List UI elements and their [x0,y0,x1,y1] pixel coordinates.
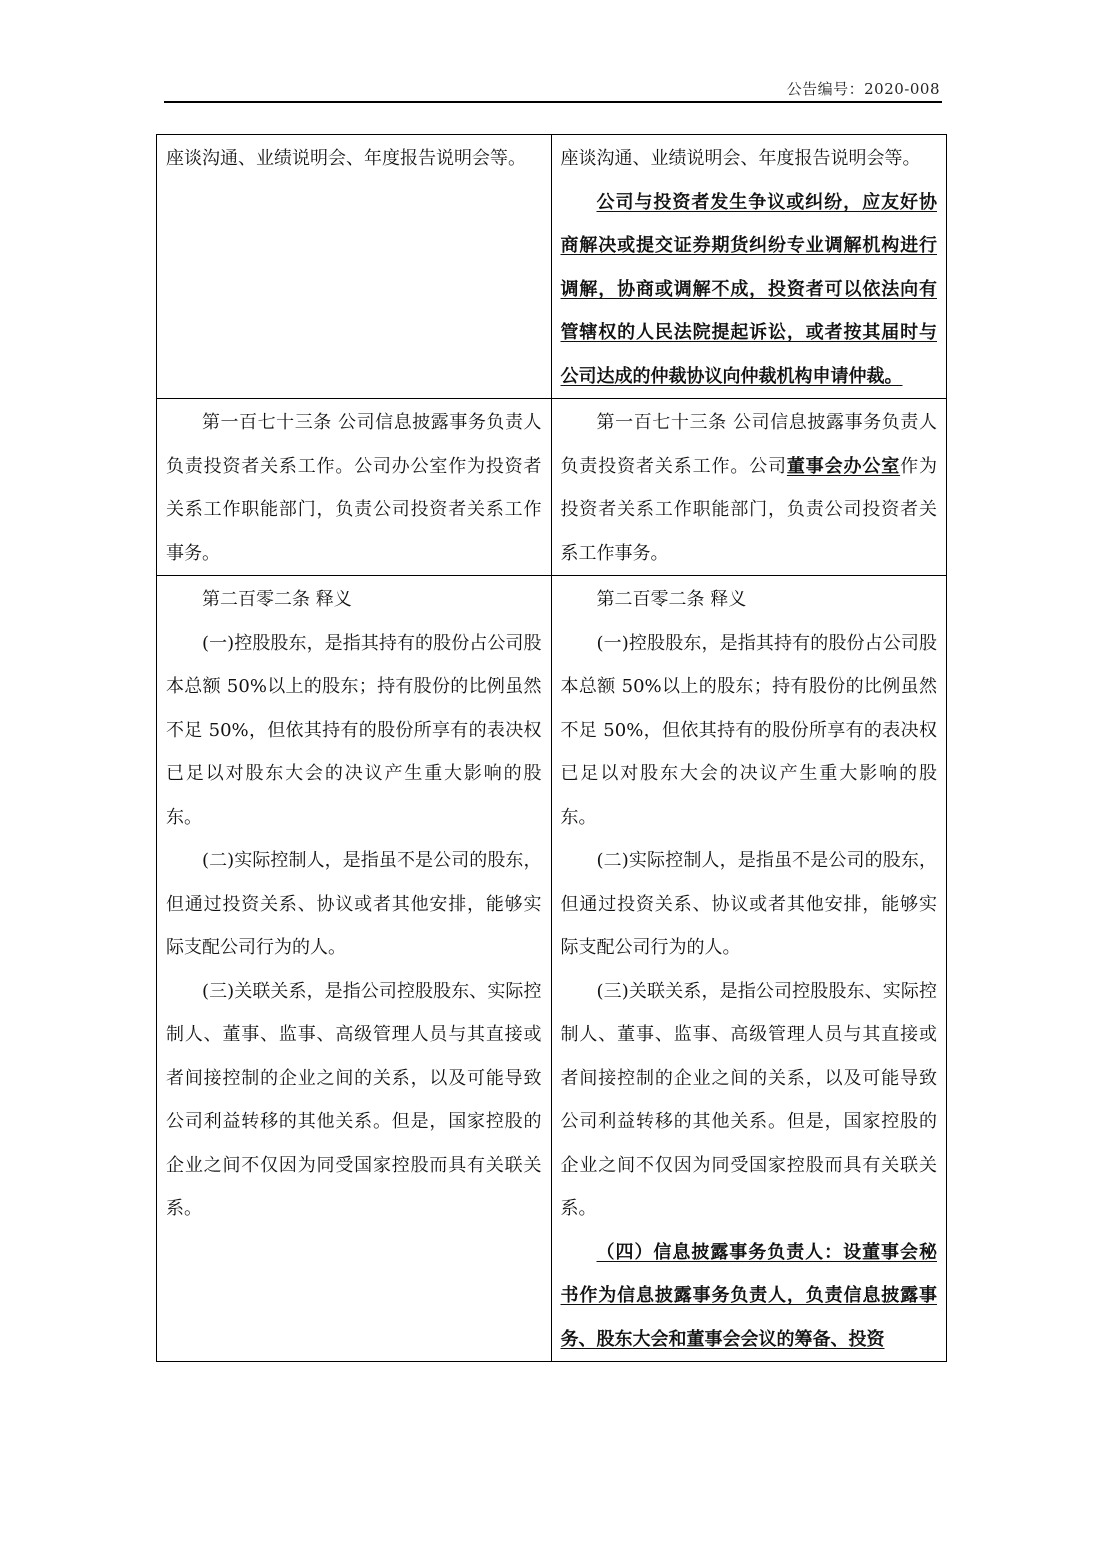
revised-text-cell [552,399,947,575]
paragraph: 第一百七十三条 公司信息披露事务负责人负责投资者关系工作。公司办公室作为投资者关系工作职能部门，负责公司投资者关系工作事务。 [166,412,542,564]
header-rule [164,101,942,103]
paragraph: 座谈沟通、业绩说明会、年度报告说明会等。 [560,148,921,169]
added-text: 董事会办公室 [786,455,901,477]
original-text-cell [157,576,552,1361]
original-text-cell [157,399,552,575]
comparison-table [156,134,947,1362]
definition-1: (一)控股股东，是指其持有的股份占公司股本总额 50%以上的股东；持有股份的比例虽然不足 50%，但依其持有的股份所享有的表决权已足以对股东大会的决议产生重大影响的股东。 [560,632,937,828]
notice-number: 公告编号：2020-008 [786,80,940,98]
original-text-cell [157,135,552,398]
table-row [157,575,946,1361]
text-segment: 作为投资者关系工作职能部门，负责公司投资者关系工作事务。 [560,455,938,564]
definition-1: (一)控股股东，是指其持有的股份占公司股本总额 50%以上的股东；持有股份的比例虽然不足 50%，但依其持有的股份所享有的表决权已足以对股东大会的决议产生重大影响的股东。 [166,632,542,828]
added-text: 公司与投资者发生争议或纠纷，应友好协商解决或提交证券期货纠纷专业调解机构进行调解，协商或调解不成，投资者可以依法向有管辖权的人民法院提起诉讼，或者按其届时与公司达成的仲裁协议向仲裁机构申请仲裁。 [560,191,937,387]
revised-text-cell [552,576,947,1361]
definition-3: (三)关联关系，是指公司控股股东、实际控制人、董事、监事、高级管理人员与其直接或者间接控制的企业之间的关系，以及可能导致公司利益转移的其他关系。但是，国家控股的企业之间不仅因为同受国家控股而具有关联关系。 [560,980,937,1219]
definition-2: (二)实际控制人，是指虽不是公司的股东，但通过投资关系、协议或者其他安排，能够实际支配公司行为的人。 [560,850,937,958]
paragraph: 座谈沟通、业绩说明会、年度报告说明会等。 [166,148,526,169]
article-title: 第二百零二条 释义 [596,589,747,610]
definition-2: (二)实际控制人，是指虽不是公司的股东，但通过投资关系、协议或者其他安排，能够实际支配公司行为的人。 [166,850,542,958]
text-segment: 第一百七十三条 公司信息披露事务负责人负责投资者关系工作。公司 [560,412,937,477]
definition-3: (三)关联关系，是指公司控股股东、实际控制人、董事、监事、高级管理人员与其直接或者间接控制的企业之间的关系，以及可能导致公司利益转移的其他关系。但是，国家控股的企业之间不仅因为同受国家控股而具有关联关系。 [166,980,542,1219]
added-text: （四）信息披露事务负责人：设董事会秘书作为信息披露事务负责人，负责信息披露事务、股东大会和董事会会议的筹备、投资 [560,1241,937,1350]
paragraph [561,401,938,575]
article-title: 第二百零二条 释义 [202,589,352,610]
definition-4-added [561,1231,938,1362]
table-row [157,135,946,398]
revised-text-cell [552,135,947,398]
added-paragraph [561,181,938,399]
table-row [157,398,946,575]
